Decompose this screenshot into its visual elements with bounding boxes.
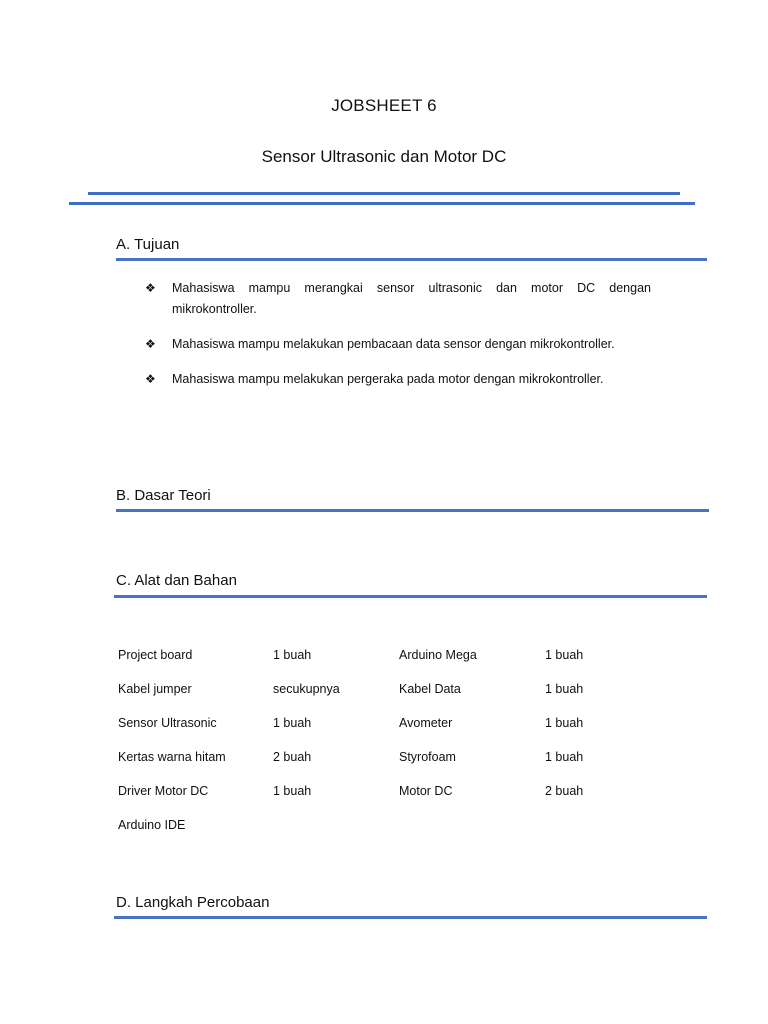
tool-name: Kabel Data bbox=[399, 682, 461, 696]
tool-quantity: 1 buah bbox=[273, 648, 312, 662]
tool-quantity: 2 buah bbox=[545, 784, 584, 798]
section-rule-tujuan bbox=[116, 258, 707, 261]
tool-quantity: 1 buah bbox=[545, 648, 584, 662]
diamond-bullet-icon: ❖ bbox=[145, 337, 156, 351]
tool-name: Styrofoam bbox=[399, 750, 456, 764]
section-heading-dasar-teori: B. Dasar Teori bbox=[116, 487, 211, 504]
table-row bbox=[118, 750, 638, 770]
list-item bbox=[145, 369, 651, 390]
section-heading-tujuan: A. Tujuan bbox=[116, 236, 180, 253]
goal-text: Mahasiswa mampu melakukan pembacaan data sensor dengan mikrokontroller. bbox=[172, 337, 615, 351]
tool-name: Kabel jumper bbox=[118, 682, 192, 696]
section-rule-dasar-teori bbox=[116, 509, 709, 512]
tool-name: Motor DC bbox=[399, 784, 453, 798]
list-item bbox=[145, 278, 651, 320]
tool-name: Driver Motor DC bbox=[118, 784, 209, 798]
list-item bbox=[145, 334, 651, 355]
goal-text: Mahasiswa mampu merangkai sensor ultrasonic dan motor DC dengan mikrokontroller. bbox=[172, 281, 651, 316]
tool-name: Arduino IDE bbox=[118, 818, 186, 832]
tool-quantity: 1 buah bbox=[545, 716, 584, 730]
section-heading-alat-bahan: C. Alat dan Bahan bbox=[116, 572, 237, 589]
tool-quantity: secukupnya bbox=[273, 682, 340, 696]
goal-list bbox=[145, 278, 651, 404]
tool-name: Project board bbox=[118, 648, 193, 662]
table-row bbox=[118, 818, 638, 838]
title-rule-upper bbox=[88, 192, 680, 195]
tool-name: Sensor Ultrasonic bbox=[118, 716, 217, 730]
table-row bbox=[118, 716, 638, 736]
table-row bbox=[118, 682, 638, 702]
page-title: JOBSHEET 6 bbox=[331, 96, 437, 115]
tool-name: Arduino Mega bbox=[399, 648, 477, 662]
tool-name: Avometer bbox=[399, 716, 453, 730]
page-subtitle: Sensor Ultrasonic dan Motor DC bbox=[261, 147, 507, 166]
tool-quantity: 2 buah bbox=[273, 750, 312, 764]
section-rule-langkah-percobaan bbox=[114, 916, 707, 919]
goal-text: Mahasiswa mampu melakukan pergeraka pada motor dengan mikrokontroller. bbox=[172, 372, 604, 386]
title-rule-lower bbox=[69, 202, 695, 205]
tool-quantity: 1 buah bbox=[273, 716, 312, 730]
diamond-bullet-icon: ❖ bbox=[145, 372, 156, 386]
tool-name: Kertas warna hitam bbox=[118, 750, 226, 764]
table-row bbox=[118, 784, 638, 804]
table-row bbox=[118, 648, 638, 668]
section-rule-alat-bahan bbox=[114, 595, 707, 598]
diamond-bullet-icon: ❖ bbox=[145, 281, 156, 295]
section-heading-langkah-percobaan: D. Langkah Percobaan bbox=[116, 894, 270, 911]
tool-quantity: 1 buah bbox=[545, 682, 584, 696]
tool-quantity: 1 buah bbox=[545, 750, 584, 764]
tool-quantity: 1 buah bbox=[273, 784, 312, 798]
